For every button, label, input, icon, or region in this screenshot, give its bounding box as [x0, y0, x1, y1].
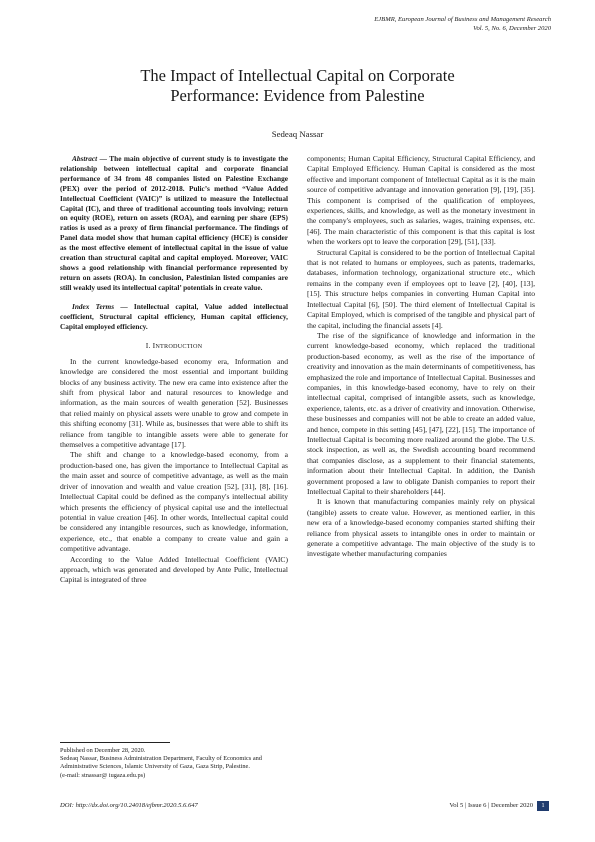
index-terms: [60, 302, 288, 332]
left-column: [60, 154, 288, 586]
footnote-email: (e-mail: stnassar@ iugaza.edu.ps): [60, 771, 146, 779]
left-paragraph-1: In the current knowledge-based economy era, Information and knowledge are considered the most essential and important building blocks of any business activity. The new era came into existence after the shift from physical labor and natural resources to knowledge and information, as the main sources of wealth generation [52]. Businesses that relied mainly on physical assets were unable to grow and compete in this shifting economy [31]. While as, businesses that were able to shift its reliance from tangible to intangible assets were able to generate for themselves a competitive advantage [17].: [60, 356, 288, 450]
section-heading: [60, 341, 288, 352]
abstract: [60, 154, 288, 293]
author-name: Sedeaq Nassar: [271, 129, 324, 139]
volume-info: Vol 5 | Issue 6 | December 2020: [449, 802, 533, 809]
right-paragraph-4: It is known that manufacturing companies mainly rely on physical (tangible) assets to create value. However, as mentioned earlier, in this new era of a knowledge-based economy companies started shifting their reliance from physical assets to intangible ones in order to maintain or generate a competitive advantage. The main objective of the study is to investigate whether manufacturing companies: [307, 497, 535, 559]
abstract-text: — The main objective of current study is to investigate the relationship between intellectual capital and corporate financial performance of 34 from 48 companies listed on Palestine Exchange (PEX) over the period of 2012-2018. Pulic’s method “Value Added Intellectual Coefficient (VAIC)” is utilized to measure the Intellectual Capital (IC), and three of traditional accounting tools involving; return on equity (ROE), return on assets (ROA), and earning per share (EPS) ratios is used as a proxy of firm financial performance. The findings of Panel data model show that human capital efficiency (HCE) is consider as the most effective element of intellectual capital in the issue of value creation than structural capital and capital employed. Moreover, VAIC shows a good relationship with financial performance represented by return on assets (ROA). In conclusion, Palestinian listed companies are still weakly used its intellectual capital’ potentials in create value.: [60, 154, 288, 292]
title-line-1: The Impact of Intellectual Capital on Corporate: [140, 66, 455, 85]
footnote: [60, 742, 288, 780]
section-initial: I: [152, 341, 156, 351]
index-terms-label: Index Terms: [72, 301, 115, 311]
right-paragraph-1: components; Human Capital Efficiency, Structural Capital Efficiency, and Capital Employed Efficiency. Human Capital is considered as the most effective and important component of Intellectual Capital as it is the main source of competitive advantage and innovation generation [9], [19], [35]. This component is comprised of the qualification of employees, experiences, skills, and knowledge, as well as the monetary investment in the company's employees, such as salaries, wages, training expenses, etc. [46]. The main characteristic of this component is that this capital is lost when the workers opt to leave the corporation [29], [51], [33].: [307, 154, 535, 247]
journal-issue: Vol. 5, No. 6, December 2020: [473, 25, 551, 32]
right-column: [307, 154, 535, 560]
title-line-2: Performance: Evidence from Palestine: [170, 86, 425, 105]
right-paragraph-3: The rise of the significance of knowledge and information in the current knowledge-based economy, which replaced the traditional production-based economy, as well as the rise of the importance of creativity and innovation as the main determinants of competitiveness, has emphasized the role and importance of Intellectual Capital. Businesses and companies, in this knowledge-based economy, have to rely on their intellectual capital, comprised of intangible assets, such as knowledge, experience, talents, etc. as a driver of creativity and innovation. Otherwise, these businesses and companies will not be able to create an added value, and hence, compete in this setting [45], [47], [22], [15]. The importance of Intellectual Capital is becoming more realized around the globe. The U.S. stock inspection, as well as, the Swedish accounting board recommend that companies disclose, as a supplement to their financial statements, information about their Intellectual Capital. In addition, the Danish government proposed a law to obligate Danish companies to report their Intellectual Capital to their shareholders [44].: [307, 330, 535, 496]
footnote-published: Published on December 28, 2020.: [60, 747, 146, 754]
footnote-affiliation: Sedeaq Nassar, Business Administration Department, Faculty of Economics and Administrative Sciences, Islamic University of Gaza, Gaza Strip, Palestine.: [60, 755, 262, 771]
journal-name: EJBMR, European Journal of Business and Management Research: [374, 16, 551, 23]
paper-title: [60, 66, 535, 106]
footnote-rule: [60, 742, 170, 743]
doi-link[interactable]: DOI: http://dx.doi.org/10.24018/ejbmr.2020.5.6.647: [60, 802, 198, 809]
running-header: [374, 15, 551, 33]
left-paragraph-3: According to the Value Added Intellectual Coefficient (VAIC) approach, which was generated and developed by Ante Pulic, Intellectual Capital is integrated of three: [60, 554, 288, 585]
section-title-rest: NTRODUCTION: [155, 343, 203, 351]
section-number: I.: [145, 341, 151, 351]
right-paragraph-2: Structural Capital is considered to be the portion of Intellectual Capital that is not related to humans or employees, such as patents, trademarks, databases, information technology, organizational structure etc., which remains in the company even if employees opt to leave [2], [40], [13], [15]. This structure helps companies in converting Human Capital into Intellectual Capital [6], [50]. The third element of Intellectual Capital is Capital Employed, which is comprised of the tangible and physical part of the capital, including the financial assets [4].: [307, 247, 535, 330]
page-number: 1: [537, 801, 549, 811]
index-terms-text: — Intellectual capital, Value added intellectual coefficient, Structural capital efficiency, Human capital efficiency, Capital employed efficiency.: [60, 301, 289, 331]
abstract-label: Abstract: [72, 154, 98, 163]
left-paragraph-2: The shift and change to a knowledge-based economy, from a production-based one, has given the importance to Intellectual Capital as the main asset and source of competitive advantage, as well as the main driver of innovation and wealth and value creation [52], [31], [8], [16]. Intellectual Capital could be defined as the company's intellectual ability which presents the efficiency of physical capital use and the intellectual potential in value creation [46]. In other words, Intellectual capital could be considered any intangible resources, such as knowledge, information, experience, etc., that enable a company to create value and gain a competitive advantage.: [60, 450, 288, 554]
